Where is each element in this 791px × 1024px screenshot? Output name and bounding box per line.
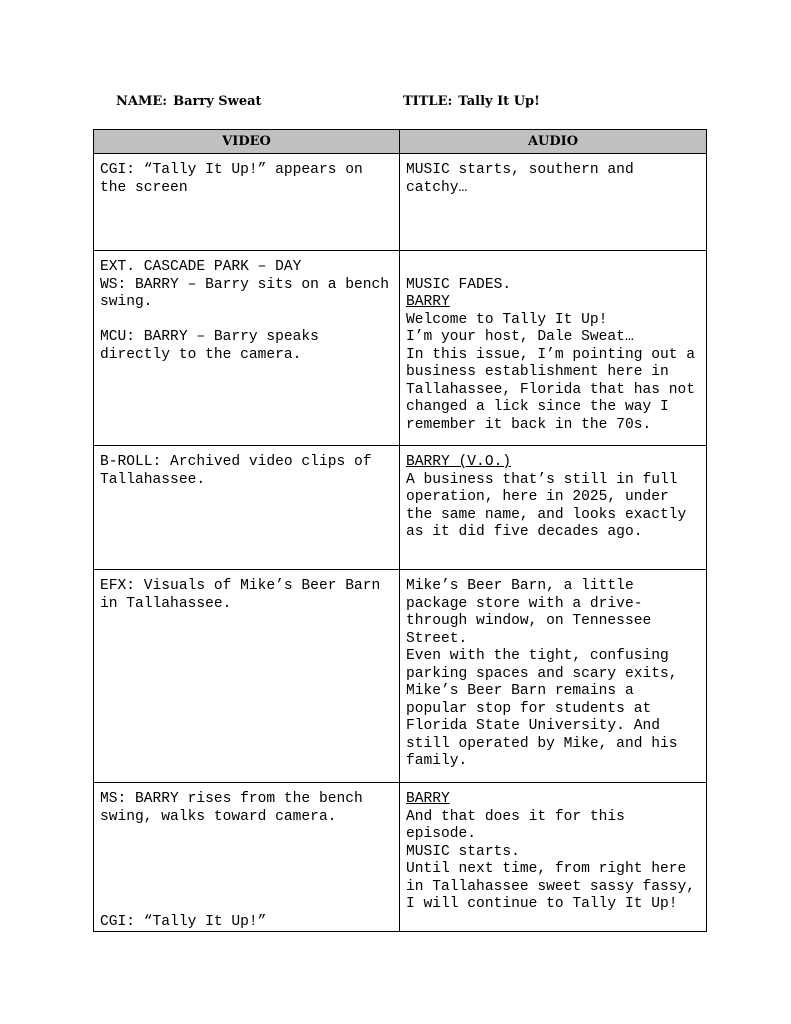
video-cell bbox=[94, 154, 400, 251]
title-value: Tally It Up! bbox=[458, 94, 540, 109]
audio-line: Welcome to Tally It Up! bbox=[406, 311, 608, 328]
av-script-table bbox=[93, 129, 707, 932]
video-line: MS: BARRY rises from the bench swing, walks toward camera. bbox=[100, 791, 372, 825]
audio-cell bbox=[400, 251, 707, 446]
name-value: Barry Sweat bbox=[173, 94, 262, 109]
speaker-name: BARRY bbox=[406, 791, 450, 807]
video-line: B-ROLL: Archived video clips of Tallahassee. bbox=[100, 454, 381, 488]
video-line: CGI: “Tally It Up!” appears on the screen bbox=[100, 162, 372, 196]
audio-line: And that does it for this episode. bbox=[406, 808, 634, 842]
audio-cell bbox=[400, 154, 707, 251]
name-field bbox=[116, 94, 262, 109]
video-line: CGI: “Tally It Up!” bbox=[100, 913, 267, 930]
name-label: NAME: bbox=[116, 94, 168, 109]
audio-line: MUSIC starts. bbox=[406, 843, 520, 860]
title-field bbox=[403, 94, 540, 109]
video-column-header: VIDEO bbox=[94, 130, 400, 154]
table-row bbox=[94, 446, 707, 570]
video-cell bbox=[94, 446, 400, 570]
video-cell bbox=[94, 251, 400, 446]
audio-line: MUSIC FADES. bbox=[406, 276, 512, 293]
audio-line: Until next time, from right here in Tallahassee sweet sassy fassy, I will continue to Tally It Up! bbox=[406, 861, 704, 912]
audio-line: MUSIC starts, southern and catchy… bbox=[406, 162, 643, 196]
table-row bbox=[94, 570, 707, 783]
video-cell bbox=[94, 570, 400, 783]
video-line: MCU: BARRY – Barry speaks directly to the camera. bbox=[100, 329, 328, 363]
audio-line: A business that’s still in full operation, here in 2025, under the same name, and looks exactly as it did five decades ago. bbox=[406, 471, 696, 540]
video-line: EXT. CASCADE PARK – DAY bbox=[100, 259, 302, 275]
table-row bbox=[94, 783, 707, 932]
audio-line: I’m your host, Dale Sweat… bbox=[406, 329, 634, 345]
title-label: TITLE: bbox=[403, 94, 453, 109]
video-line: WS: BARRY – Barry sits on a bench swing. bbox=[100, 276, 398, 310]
speaker-name: BARRY bbox=[406, 294, 450, 310]
video-cell bbox=[94, 783, 400, 932]
table-header-row bbox=[94, 130, 707, 154]
speaker-name: BARRY (V.O.) bbox=[406, 454, 512, 470]
table-row bbox=[94, 154, 707, 251]
audio-cell bbox=[400, 570, 707, 783]
audio-cell bbox=[400, 446, 707, 570]
audio-line: Mike’s Beer Barn, a little package store with a drive-through window, on Tennessee Street. bbox=[406, 578, 660, 647]
audio-line: In this issue, I’m pointing out a business establishment here in Tallahassee, Florida that has not changed a lick since the way I remember it back in the 70s. bbox=[406, 346, 704, 433]
video-line: EFX: Visuals of Mike’s Beer Barn in Tallahassee. bbox=[100, 578, 390, 612]
audio-line: Even with the tight, confusing parking spaces and scary exits, Mike’s Beer Barn remains a popular stop for students at Florida State University. And still operated by Mike, and his family. bbox=[406, 648, 687, 769]
table-row bbox=[94, 251, 707, 446]
audio-cell bbox=[400, 783, 707, 932]
audio-column-header: AUDIO bbox=[400, 130, 707, 154]
